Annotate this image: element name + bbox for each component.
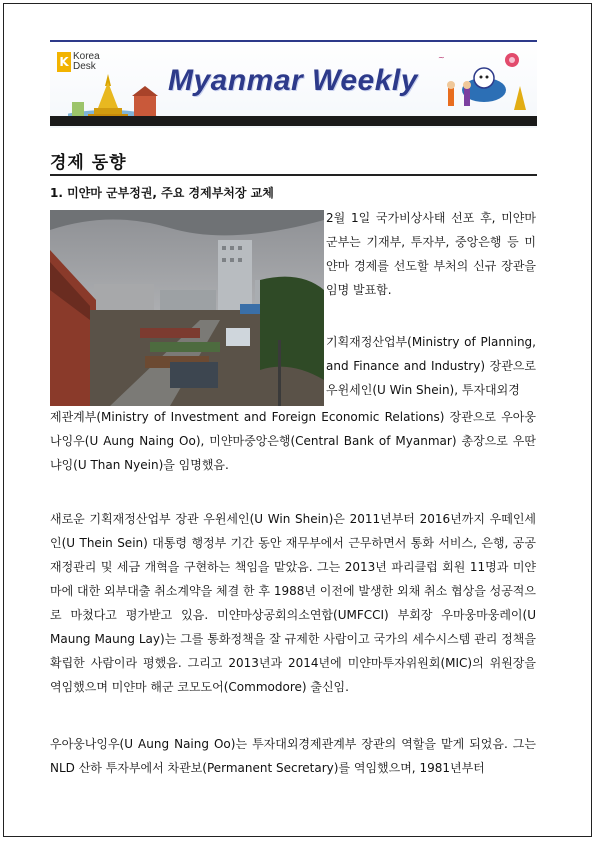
newsletter-title: Myanmar Weekly bbox=[168, 64, 418, 97]
newsletter-banner bbox=[50, 40, 537, 128]
paragraph-2-wrap: 기획재정산업부(Ministry of Planning, and Finance and Industry) 장관으로 우윈세인(U Win Shein), 투자대외경 bbox=[326, 335, 536, 397]
section-title: 경제 동향 bbox=[50, 153, 127, 173]
paragraph-4: 우아웅나잉우(U Aung Naing Oo)는 투자대외경제관계부 장관의 역할을 맡게 되었음. 그는 NLD 산하 투자부에서 차관보(Permanent Secretary)를 역임했으며, 1981년부터 bbox=[50, 737, 536, 775]
mascot-icon bbox=[436, 48, 532, 118]
logo-text-line2: Desk bbox=[73, 61, 96, 72]
banner-divider bbox=[50, 116, 537, 126]
logo-text-line1: Korea bbox=[73, 51, 100, 62]
street-photo bbox=[50, 210, 324, 406]
k-logo-icon: K bbox=[57, 52, 71, 72]
korea-desk-logo bbox=[57, 52, 100, 72]
pagoda-icon bbox=[68, 72, 168, 122]
section-divider bbox=[50, 174, 537, 176]
svg-text:~: ~ bbox=[438, 53, 445, 62]
paragraph-3: 새로운 기획재정산업부 장관 우윈세인(U Win Shein)은 2011년부터 2016년까지 우떼인세인(U Thein Sein) 대통령 행정부 기간 동안 재무부에서 근무하면서 통화 서비스, 은행, 공공재정관리 및 세금 개혁을 구현하는 책임을 맡았음. 그는 2013년 파리클럽 회원 11명과 미얀마에 대한 외부대출 취소계약을 체결 한 후 1988년 이전에 발생한 외채 취소 협상을 성공적으로 마쳤다고 평가받고 있음. 미얀마상공회의소연합(UMFCCI) 부회장 우마웅마웅레이(U Maung Maung Lay)는 그를 통화정책을 잘 규제한 사람이고 국가의 세수시스템 관리 정책을 확립한 사람이라 평했음. 그리고 2013년과 2014년에 미얀마투자위원회(MIC)의 위원장을 역임했으며 미얀마 해군 코모도어(Commodore) 출신임. bbox=[50, 512, 536, 694]
paragraph-2-continued: 제관계부(Ministry of Investment and Foreign Economic Relations) 장관으로 우아웅나잉우(U Aung Naing Oo), 미얀마중앙은행(Central Bank of Myanmar) 총장으로 우딴냐잉(U Than Nyein)을 임명했음. bbox=[50, 410, 536, 472]
article-subtitle: 1. 미얀마 군부정권, 주요 경제부처장 교체 bbox=[50, 186, 274, 200]
paragraph-1: 2월 1일 국가비상사태 선포 후, 미얀마 군부는 기재부, 투자부, 중앙은행 등 미얀마 경제를 선도할 부처의 신규 장관을 임명 발표함. bbox=[326, 211, 536, 297]
